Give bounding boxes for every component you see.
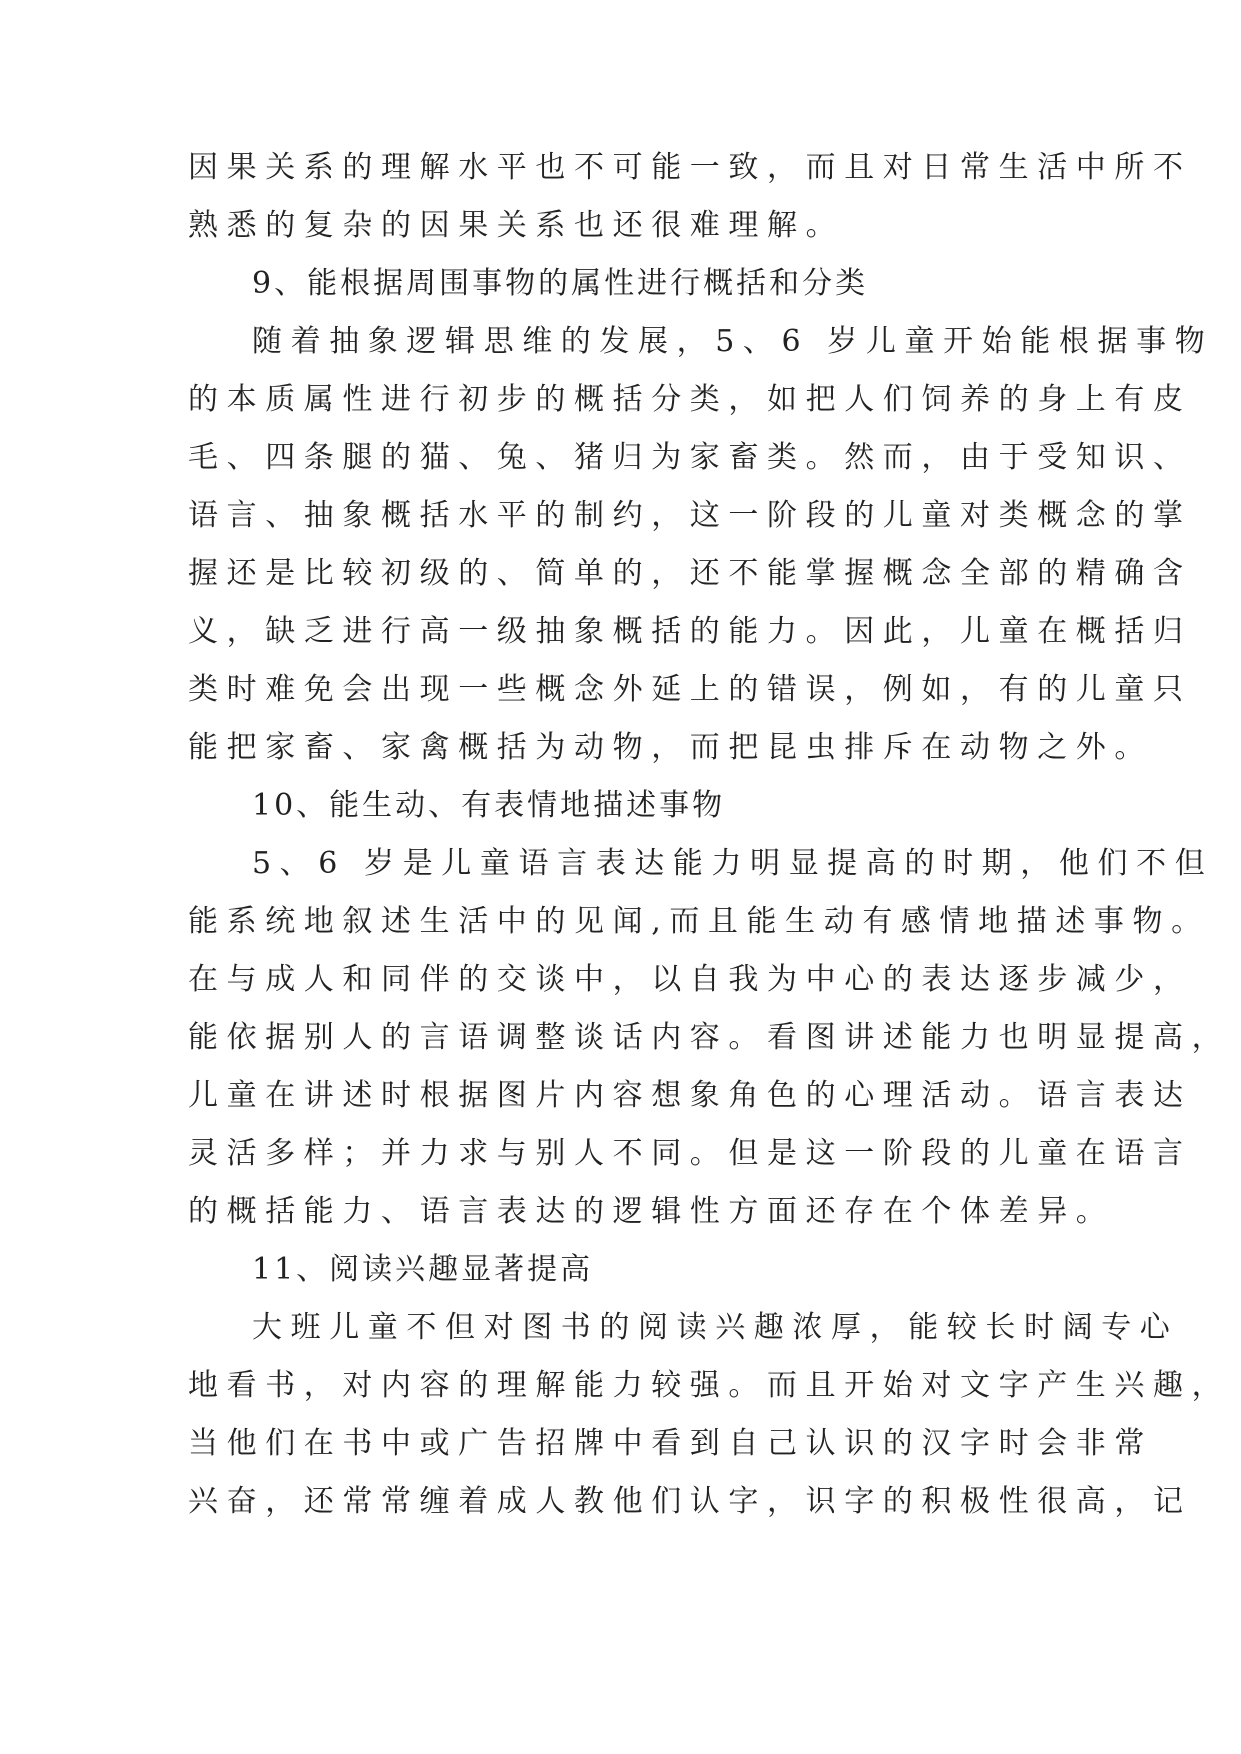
section-heading: 9、能根据周围事物的属性进行概括和分类 <box>252 266 869 301</box>
text-line: 大班儿童不但对图书的阅读兴趣浓厚，能较长时阔专心 <box>252 1310 1179 1345</box>
text-line: 在与成人和同伴的交谈中，以自我为中心的表达逐步减少， <box>188 962 1192 997</box>
text-line: 能把家畜、家禽概括为动物，而把昆虫排斥在动物之外。 <box>188 730 1153 765</box>
text-line: 语言、抽象概括水平的制约，这一阶段的儿童对类概念的掌 <box>188 498 1192 533</box>
text-line: 能系统地叙述生活中的见闻,而且能生动有感情地描述事物。 <box>188 904 1210 939</box>
text-line: 随着抽象逻辑思维的发展，5、6 岁儿童开始能根据事物 <box>252 324 1214 359</box>
section-heading: 11、阅读兴趣显著提高 <box>252 1252 594 1287</box>
text-line: 灵活多样；并力求与别人不同。但是这一阶段的儿童在语言 <box>188 1136 1192 1171</box>
text-line: 类时难免会出现一些概念外延上的错误，例如，有的儿童只 <box>188 672 1192 707</box>
text-line: 熟悉的复杂的因果关系也还很难理解。 <box>188 208 845 243</box>
text-line: 义，缺乏进行高一级抽象概括的能力。因此，儿童在概括归 <box>188 614 1192 649</box>
text-line: 能依据别人的言语调整谈话内容。看图讲述能力也明显提高， <box>188 1020 1231 1055</box>
text-line: 儿童在讲述时根据图片内容想象角色的心理活动。语言表达 <box>188 1078 1192 1113</box>
section-heading: 10、能生动、有表情地描述事物 <box>252 788 726 823</box>
text-line: 的概括能力、语言表达的逻辑性方面还存在个体差异。 <box>188 1194 1115 1229</box>
text-line: 因果关系的理解水平也不可能一致，而且对日常生活中所不 <box>188 150 1192 185</box>
text-line: 毛、四条腿的猫、兔、猪归为家畜类。然而，由于受知识、 <box>188 440 1192 475</box>
text-line: 地看书，对内容的理解能力较强。而且开始对文字产生兴趣， <box>188 1368 1231 1403</box>
text-line: 握还是比较初级的、简单的，还不能掌握概念全部的精确含 <box>188 556 1192 591</box>
text-line: 的本质属性进行初步的概括分类，如把人们饲养的身上有皮 <box>188 382 1192 417</box>
text-line: 当他们在书中或广告招牌中看到自己认识的汉字时会非常 <box>188 1426 1153 1461</box>
text-line: 兴奋，还常常缠着成人教他们认字，识字的积极性很高，记 <box>188 1484 1192 1519</box>
text-line: 5、6 岁是儿童语言表达能力明显提高的时期，他们不但 <box>252 846 1214 881</box>
